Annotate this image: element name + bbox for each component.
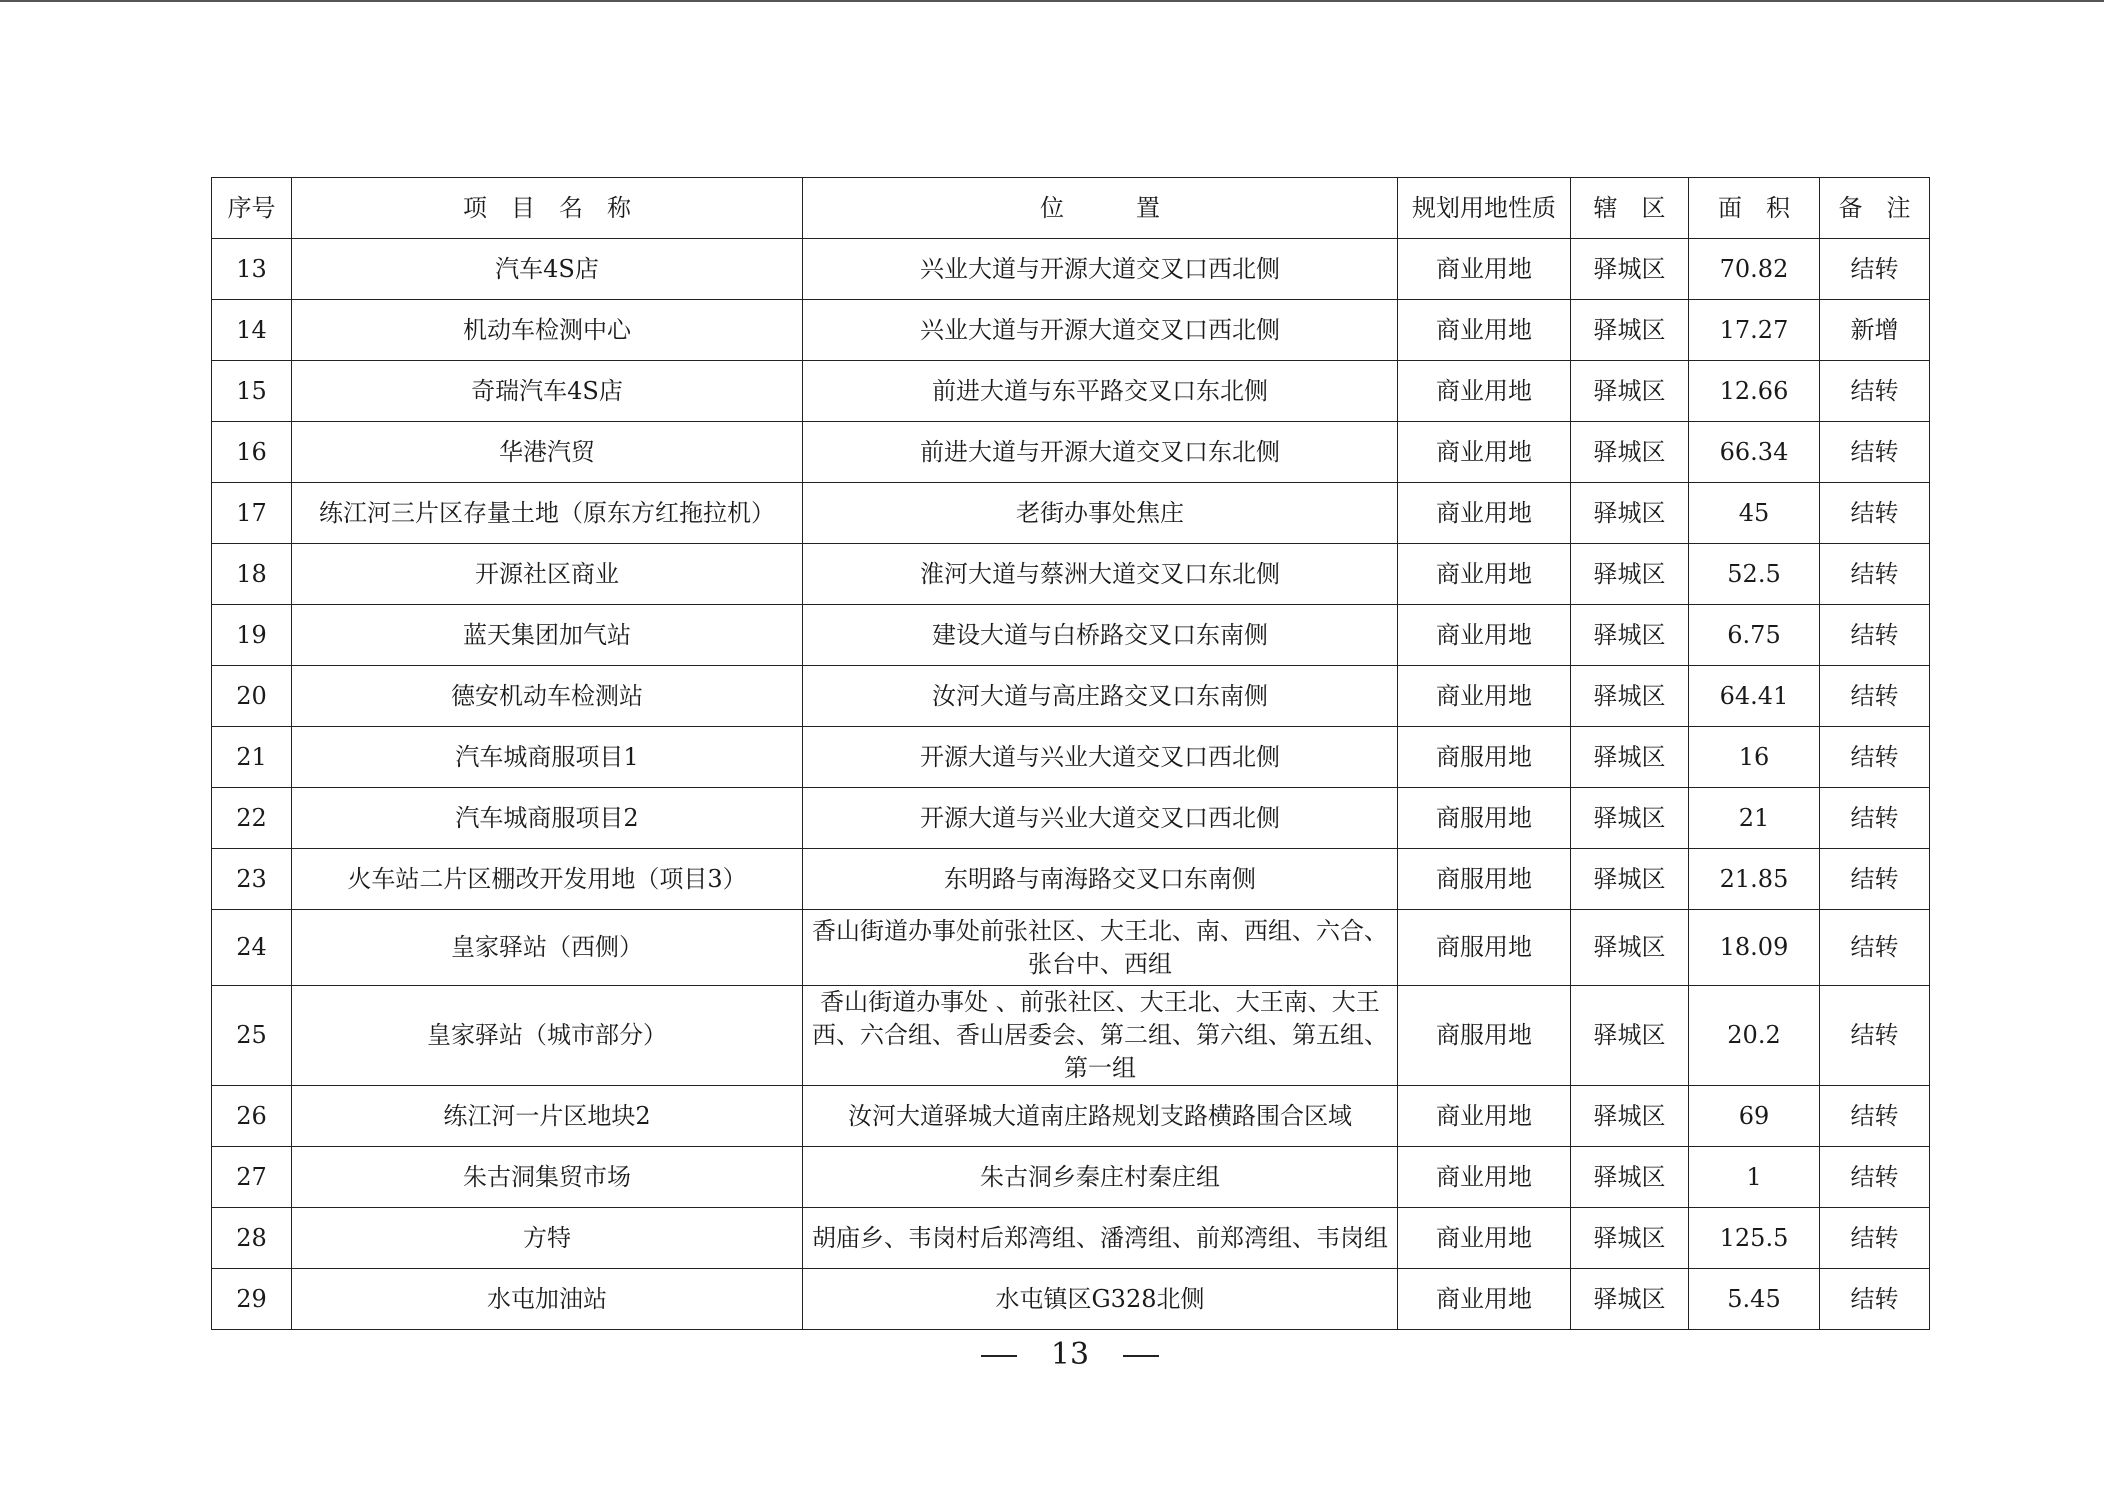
cell-no: 19	[212, 605, 292, 666]
cell-note: 结转	[1820, 849, 1930, 910]
table-row	[212, 1147, 1930, 1208]
cell-use: 商业用地	[1398, 1208, 1571, 1269]
cell-location: 胡庙乡、韦岗村后郑湾组、潘湾组、前郑湾组、韦岗组	[803, 1208, 1398, 1269]
cell-area: 66.34	[1689, 422, 1820, 483]
cell-district: 驿城区	[1571, 1208, 1689, 1269]
cell-area: 125.5	[1689, 1208, 1820, 1269]
cell-use: 商业用地	[1398, 1269, 1571, 1330]
page-top-border	[0, 0, 2104, 2]
cell-district: 驿城区	[1571, 422, 1689, 483]
cell-location: 兴业大道与开源大道交叉口西北侧	[803, 300, 1398, 361]
table-row	[212, 605, 1930, 666]
cell-district: 驿城区	[1571, 1147, 1689, 1208]
cell-location: 汝河大道与高庄路交叉口东南侧	[803, 666, 1398, 727]
cell-district: 驿城区	[1571, 788, 1689, 849]
cell-district: 驿城区	[1571, 239, 1689, 300]
cell-use: 商服用地	[1398, 910, 1571, 986]
cell-location: 香山街道办事处 、前张社区、大王北、大王南、大王西、六合组、香山居委会、第二组、第六组、第五组、第一组	[803, 986, 1398, 1086]
cell-name: 朱古洞集贸市场	[292, 1147, 803, 1208]
cell-use: 商服用地	[1398, 849, 1571, 910]
header-note: 备 注	[1820, 178, 1930, 239]
cell-note: 结转	[1820, 666, 1930, 727]
cell-name: 水屯加油站	[292, 1269, 803, 1330]
cell-district: 驿城区	[1571, 727, 1689, 788]
cell-name: 蓝天集团加气站	[292, 605, 803, 666]
cell-no: 28	[212, 1208, 292, 1269]
cell-area: 20.2	[1689, 986, 1820, 1086]
page-number-text: 13	[1050, 1337, 1090, 1372]
cell-use: 商业用地	[1398, 666, 1571, 727]
cell-location: 朱古洞乡秦庄村秦庄组	[803, 1147, 1398, 1208]
cell-location: 兴业大道与开源大道交叉口西北侧	[803, 239, 1398, 300]
table-row	[212, 986, 1930, 1086]
cell-district: 驿城区	[1571, 986, 1689, 1086]
cell-location: 汝河大道驿城大道南庄路规划支路横路围合区域	[803, 1086, 1398, 1147]
cell-use: 商业用地	[1398, 605, 1571, 666]
cell-note: 新增	[1820, 300, 1930, 361]
cell-location: 前进大道与开源大道交叉口东北侧	[803, 422, 1398, 483]
cell-area: 64.41	[1689, 666, 1820, 727]
cell-note: 结转	[1820, 1208, 1930, 1269]
cell-no: 18	[212, 544, 292, 605]
table-row	[212, 788, 1930, 849]
cell-use: 商业用地	[1398, 239, 1571, 300]
table-row	[212, 544, 1930, 605]
cell-note: 结转	[1820, 1086, 1930, 1147]
cell-name: 德安机动车检测站	[292, 666, 803, 727]
dash-right	[1123, 1355, 1159, 1357]
header-name: 项 目 名 称	[292, 178, 803, 239]
cell-area: 52.5	[1689, 544, 1820, 605]
cell-location: 东明路与南海路交叉口东南侧	[803, 849, 1398, 910]
page-number	[0, 1337, 2104, 1372]
cell-no: 15	[212, 361, 292, 422]
cell-location: 开源大道与兴业大道交叉口西北侧	[803, 788, 1398, 849]
cell-no: 13	[212, 239, 292, 300]
cell-location: 建设大道与白桥路交叉口东南侧	[803, 605, 1398, 666]
cell-note: 结转	[1820, 727, 1930, 788]
table-row	[212, 422, 1930, 483]
table-row	[212, 1269, 1930, 1330]
dash-left	[981, 1355, 1017, 1357]
cell-use: 商业用地	[1398, 422, 1571, 483]
cell-area: 18.09	[1689, 910, 1820, 986]
cell-note: 结转	[1820, 544, 1930, 605]
cell-use: 商业用地	[1398, 1086, 1571, 1147]
table-row	[212, 483, 1930, 544]
cell-district: 驿城区	[1571, 544, 1689, 605]
cell-name: 华港汽贸	[292, 422, 803, 483]
cell-district: 驿城区	[1571, 849, 1689, 910]
cell-note: 结转	[1820, 239, 1930, 300]
cell-no: 22	[212, 788, 292, 849]
cell-note: 结转	[1820, 483, 1930, 544]
cell-note: 结转	[1820, 1147, 1930, 1208]
cell-name: 汽车4S店	[292, 239, 803, 300]
cell-location: 开源大道与兴业大道交叉口西北侧	[803, 727, 1398, 788]
table-row	[212, 666, 1930, 727]
cell-no: 20	[212, 666, 292, 727]
table-row	[212, 727, 1930, 788]
cell-use: 商服用地	[1398, 788, 1571, 849]
cell-area: 21.85	[1689, 849, 1820, 910]
cell-district: 驿城区	[1571, 300, 1689, 361]
cell-name: 皇家驿站（西侧）	[292, 910, 803, 986]
cell-no: 17	[212, 483, 292, 544]
cell-note: 结转	[1820, 361, 1930, 422]
cell-no: 29	[212, 1269, 292, 1330]
cell-location: 前进大道与东平路交叉口东北侧	[803, 361, 1398, 422]
cell-name: 奇瑞汽车4S店	[292, 361, 803, 422]
cell-area: 6.75	[1689, 605, 1820, 666]
cell-use: 商业用地	[1398, 361, 1571, 422]
cell-area: 16	[1689, 727, 1820, 788]
cell-location: 水屯镇区G328北侧	[803, 1269, 1398, 1330]
cell-use: 商业用地	[1398, 300, 1571, 361]
cell-area: 45	[1689, 483, 1820, 544]
cell-note: 结转	[1820, 910, 1930, 986]
cell-name: 方特	[292, 1208, 803, 1269]
cell-note: 结转	[1820, 788, 1930, 849]
header-location: 位 置	[803, 178, 1398, 239]
cell-district: 驿城区	[1571, 1086, 1689, 1147]
cell-name: 开源社区商业	[292, 544, 803, 605]
cell-area: 21	[1689, 788, 1820, 849]
cell-no: 24	[212, 910, 292, 986]
cell-use: 商业用地	[1398, 1147, 1571, 1208]
cell-area: 5.45	[1689, 1269, 1820, 1330]
table-row	[212, 239, 1930, 300]
cell-location: 香山街道办事处前张社区、大王北、南、西组、六合、张台中、西组	[803, 910, 1398, 986]
table-row	[212, 1086, 1930, 1147]
cell-note: 结转	[1820, 1269, 1930, 1330]
table-body	[212, 239, 1930, 1330]
cell-no: 16	[212, 422, 292, 483]
table-row	[212, 1208, 1930, 1269]
cell-note: 结转	[1820, 986, 1930, 1086]
header-no: 序号	[212, 178, 292, 239]
header-use: 规划用地性质	[1398, 178, 1571, 239]
cell-no: 21	[212, 727, 292, 788]
cell-use: 商服用地	[1398, 727, 1571, 788]
cell-district: 驿城区	[1571, 361, 1689, 422]
table-row	[212, 300, 1930, 361]
cell-area: 12.66	[1689, 361, 1820, 422]
cell-note: 结转	[1820, 605, 1930, 666]
table-row	[212, 910, 1930, 986]
cell-location: 老街办事处焦庄	[803, 483, 1398, 544]
cell-district: 驿城区	[1571, 483, 1689, 544]
cell-no: 27	[212, 1147, 292, 1208]
cell-no: 26	[212, 1086, 292, 1147]
cell-district: 驿城区	[1571, 605, 1689, 666]
cell-area: 1	[1689, 1147, 1820, 1208]
land-use-table	[211, 177, 1930, 1330]
cell-use: 商业用地	[1398, 544, 1571, 605]
cell-use: 商业用地	[1398, 483, 1571, 544]
cell-use: 商服用地	[1398, 986, 1571, 1086]
cell-no: 14	[212, 300, 292, 361]
cell-name: 练江河一片区地块2	[292, 1086, 803, 1147]
cell-name: 练江河三片区存量土地（原东方红拖拉机）	[292, 483, 803, 544]
cell-name: 皇家驿站（城市部分）	[292, 986, 803, 1086]
cell-name: 机动车检测中心	[292, 300, 803, 361]
cell-name: 汽车城商服项目2	[292, 788, 803, 849]
cell-location: 淮河大道与蔡洲大道交叉口东北侧	[803, 544, 1398, 605]
header-area: 面 积	[1689, 178, 1820, 239]
cell-area: 69	[1689, 1086, 1820, 1147]
cell-area: 17.27	[1689, 300, 1820, 361]
cell-district: 驿城区	[1571, 666, 1689, 727]
cell-district: 驿城区	[1571, 910, 1689, 986]
header-district: 辖 区	[1571, 178, 1689, 239]
cell-name: 汽车城商服项目1	[292, 727, 803, 788]
table-row	[212, 849, 1930, 910]
cell-district: 驿城区	[1571, 1269, 1689, 1330]
cell-name: 火车站二片区棚改开发用地（项目3）	[292, 849, 803, 910]
cell-note: 结转	[1820, 422, 1930, 483]
table-header-row	[212, 178, 1930, 239]
table-row	[212, 361, 1930, 422]
cell-no: 25	[212, 986, 292, 1086]
cell-area: 70.82	[1689, 239, 1820, 300]
cell-no: 23	[212, 849, 292, 910]
